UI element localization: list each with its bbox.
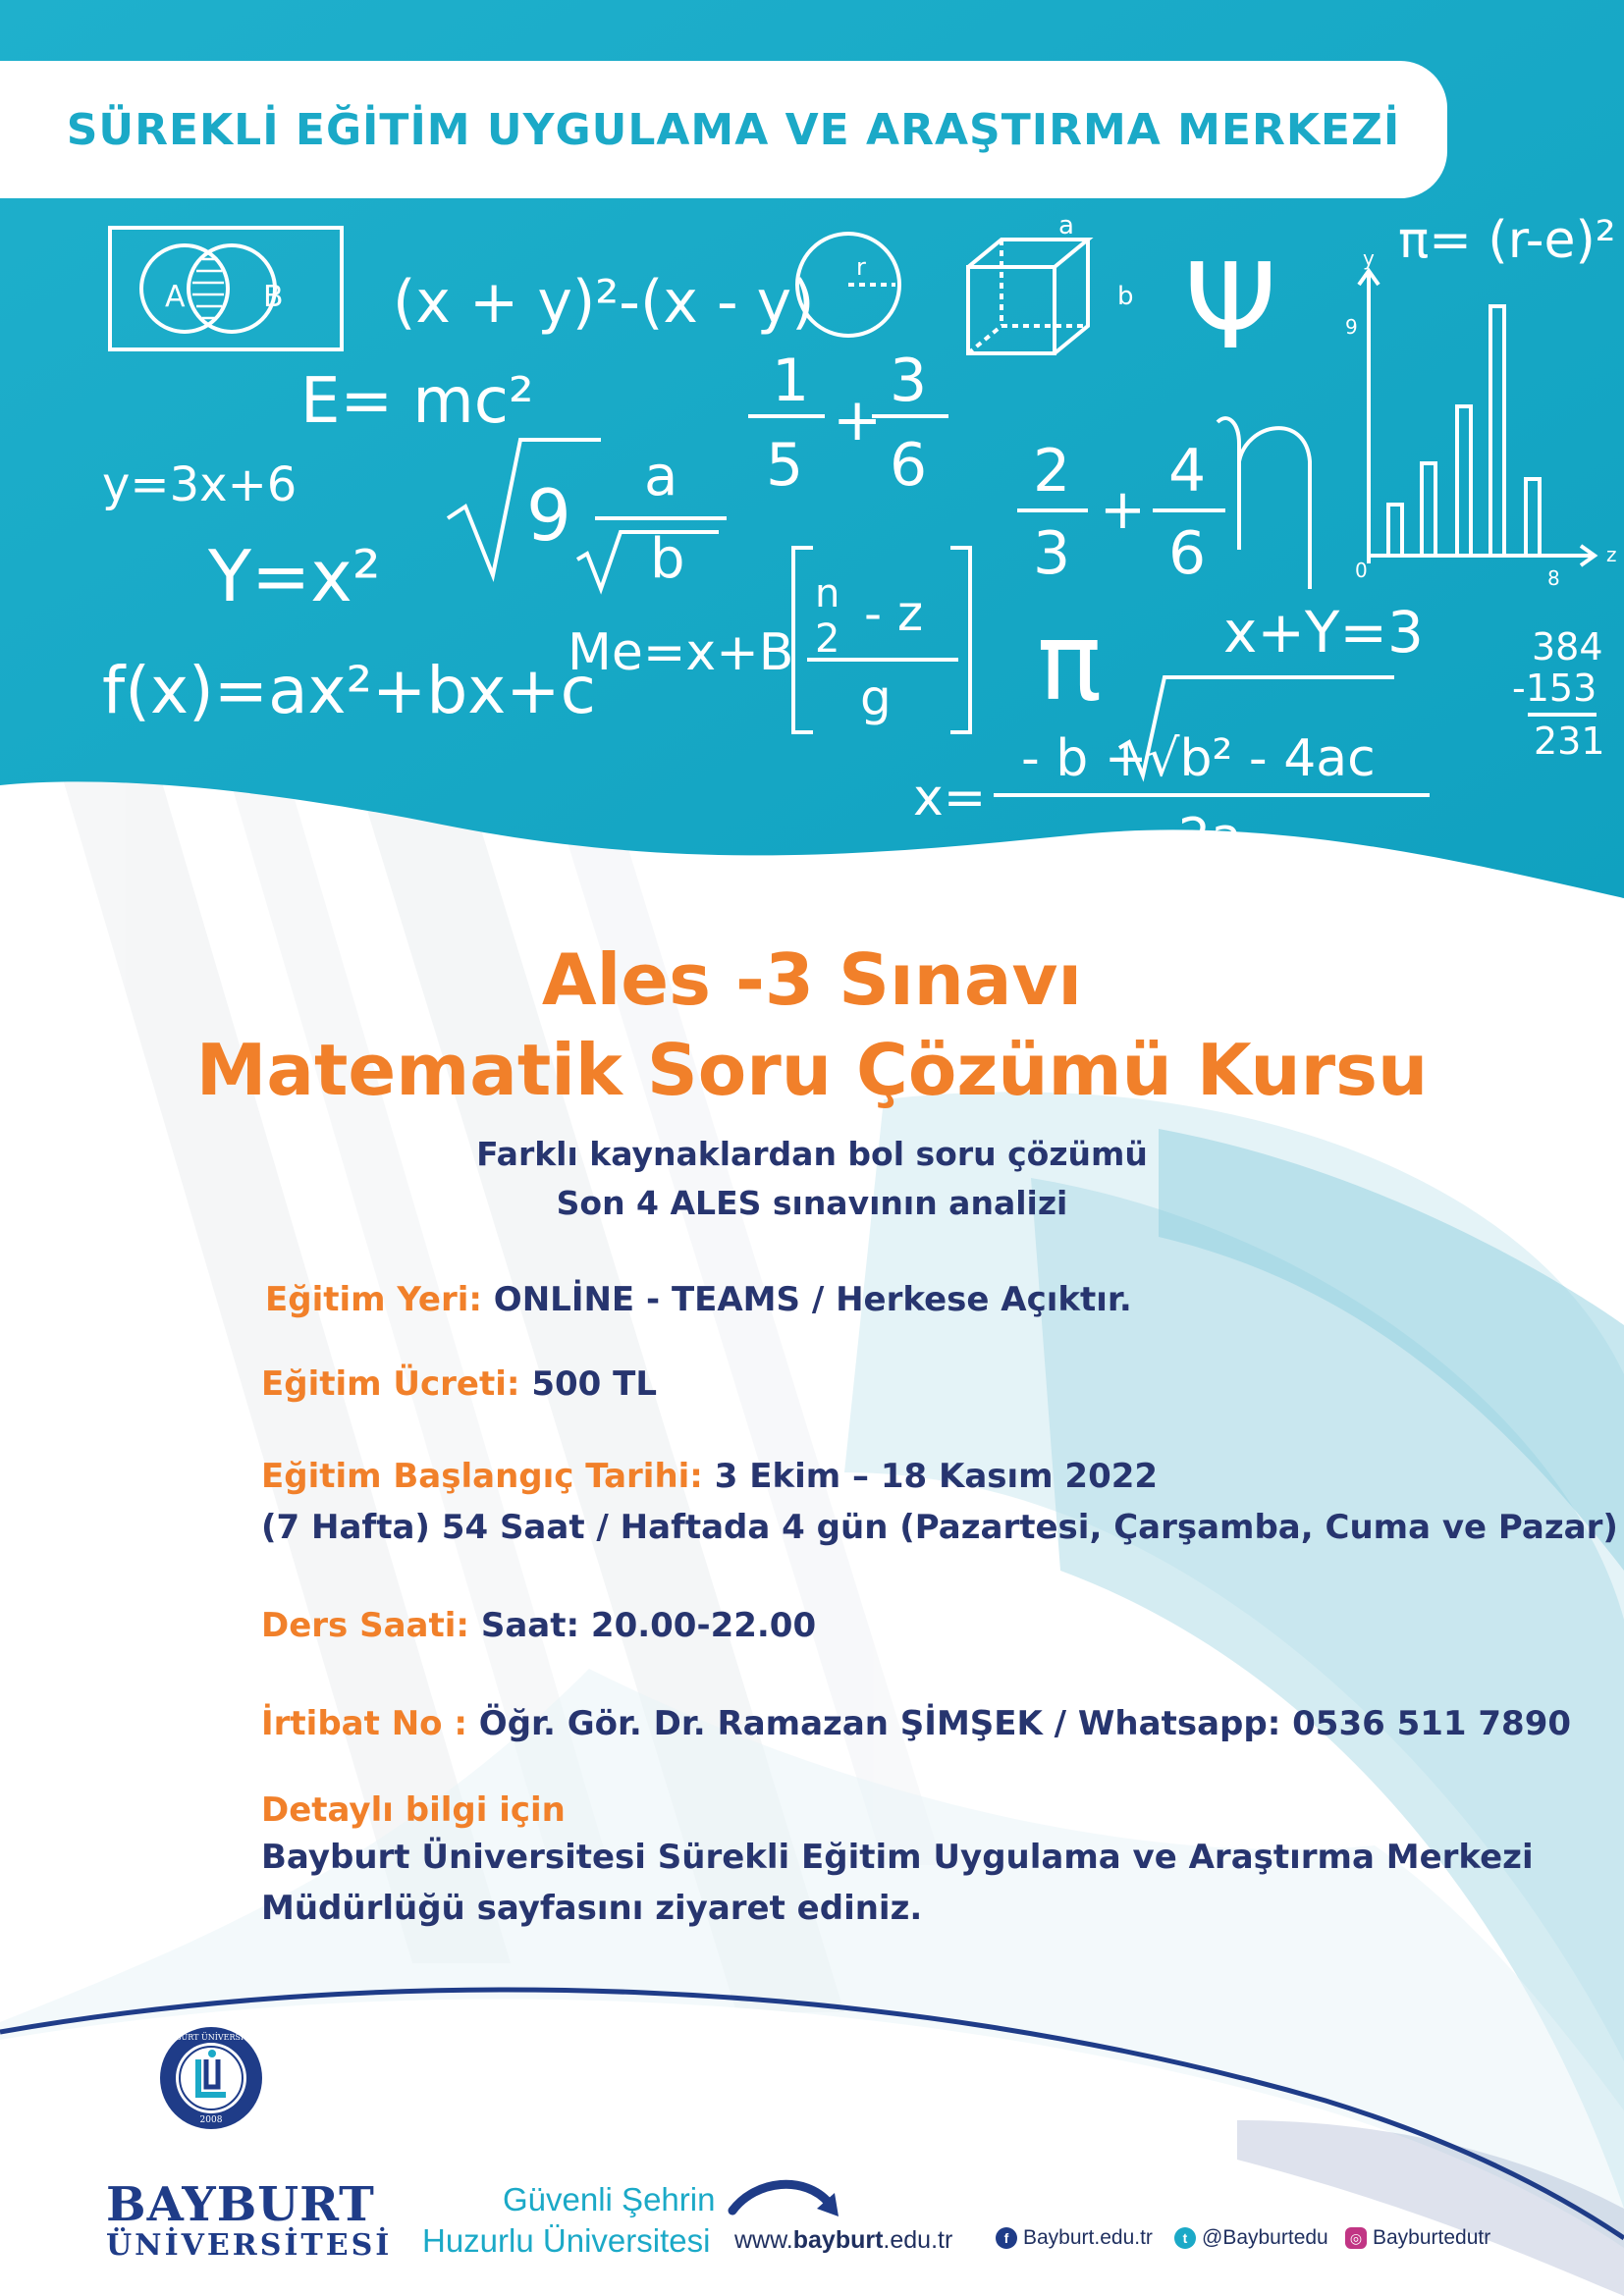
fraction-1-num: 1: [772, 347, 810, 415]
plus-sign: +: [833, 386, 883, 454]
axis-8-label: 8: [1547, 566, 1560, 590]
sqrt-9-value: 9: [526, 474, 571, 557]
fraction-4-num: 4: [1168, 437, 1207, 506]
university-seal-logo: [157, 2024, 265, 2132]
formula-identity: (x + y)²-(x - y): [393, 268, 815, 337]
social-twitter[interactable]: [1174, 2226, 1328, 2250]
cube-label-b: b: [1117, 282, 1134, 311]
axis-9-label: 9: [1345, 315, 1358, 339]
info-start-label: Eğitim Başlangıç Tarihi:: [261, 1457, 703, 1496]
website-link[interactable]: [734, 2226, 952, 2255]
venn-label-a: A: [165, 280, 186, 314]
instagram-icon: ◎: [1345, 2227, 1367, 2249]
course-subtitle-line2: Son 4 ALES sınavının analizi: [556, 1184, 1068, 1222]
formula-linear: y=3x+6: [102, 457, 298, 512]
info-hour-value: Saat: 20.00-22.00: [469, 1606, 817, 1645]
subtraction-middle: -153: [1512, 667, 1597, 710]
social-facebook[interactable]: [996, 2226, 1153, 2250]
axis-0-label: 0: [1355, 559, 1368, 582]
axis-y-label: y: [1363, 246, 1375, 270]
website-bold: bayburt: [792, 2226, 884, 2254]
info-more-line1: Bayburt Üniversitesi Sürekli Eğitim Uygulama ve Araştırma Merkezi: [261, 1838, 1534, 1877]
info-contact-value: Öğr. Gör. Dr. Ramazan ŞİMŞEK / Whatsapp: 0536 511 7890: [466, 1704, 1572, 1743]
info-fee-value: 500 TL: [519, 1364, 657, 1404]
info-fee: [261, 1364, 657, 1404]
facebook-icon: f: [996, 2227, 1017, 2249]
course-subtitle-line1: Farklı kaynaklardan bol soru çözümü: [476, 1135, 1148, 1173]
logo-year: 2008: [199, 2115, 223, 2125]
formula-quadratic-x: x=: [913, 769, 987, 828]
subtraction-result: 231: [1534, 720, 1605, 763]
fraction-4-den: 6: [1168, 519, 1207, 588]
info-place-value: ONLİNE - TEAMS / Herkese Açıktır.: [481, 1280, 1132, 1319]
formula-psi: Ψ: [1184, 240, 1277, 376]
info-place: [265, 1280, 1132, 1319]
website-suffix: .edu.tr: [883, 2226, 953, 2254]
plus-sign-2: +: [1100, 478, 1146, 542]
formula-pi-symbol: π: [1037, 599, 1103, 724]
slogan-line2: Huzurlu Üniversitesi: [422, 2222, 711, 2259]
math-formulas-illustration: [0, 196, 1624, 883]
instagram-handle: Bayburtedutr: [1373, 2226, 1491, 2249]
info-more-line2: Müdürlüğü sayfasını ziyaret ediniz.: [261, 1889, 923, 1928]
fraction-a-num: a: [644, 445, 678, 508]
subtraction-top: 384: [1532, 625, 1603, 668]
axis-z-label: z: [1606, 543, 1617, 566]
formula-xy3: x+Y=3: [1223, 599, 1424, 666]
formula-quadratic-numerator: - b +√b² - 4ac: [1021, 729, 1376, 788]
university-name-line2: ÜNİVERSİTESİ: [106, 2228, 393, 2263]
info-hour-label: Ders Saati:: [261, 1606, 470, 1645]
formula-pi: π= (r-e)²: [1398, 211, 1616, 270]
course-title-line1: Ales -3 Sınavı: [541, 938, 1083, 1021]
header-title: SÜREKLİ EĞİTİM UYGULAMA VE ARAŞTIRMA MERKEZİ: [66, 104, 1401, 155]
formula-y-x2: Y=x²: [208, 535, 381, 617]
fraction-sqrt-b: b: [650, 527, 685, 591]
venn-label-b: B: [263, 280, 284, 314]
slogan-line1: Güvenli Şehrin: [503, 2181, 716, 2217]
info-more-label-text: Detaylı bilgi için: [261, 1790, 566, 1830]
info-hour: [261, 1606, 816, 1645]
social-instagram[interactable]: [1345, 2226, 1490, 2250]
website-prefix: www.: [734, 2226, 793, 2254]
info-start-date: [261, 1457, 1158, 1496]
formula-quadratic-fx: f(x)=ax²+bx+c: [102, 653, 596, 728]
fraction-3-den: 3: [1033, 519, 1071, 588]
formula-quadratic-denominator: 2a: [1178, 808, 1242, 867]
matrix-2: 2: [815, 616, 840, 662]
matrix-n: n: [815, 571, 840, 616]
course-title-line2: Matematik Soru Çözümü Kursu: [195, 1029, 1429, 1111]
fraction-2-num: 3: [890, 347, 928, 415]
info-start-value: 3 Ekim – 18 Kasım 2022: [702, 1457, 1159, 1496]
formula-emc: E= mc²: [300, 365, 534, 438]
fraction-2-den: 6: [890, 431, 928, 500]
twitter-handle: @Bayburtedu: [1202, 2226, 1328, 2249]
fraction-1-den: 5: [766, 431, 804, 500]
info-more-label: [261, 1790, 566, 1830]
info-fee-label: Eğitim Ücreti:: [261, 1364, 520, 1404]
facebook-handle: Bayburt.edu.tr: [1023, 2226, 1153, 2249]
formula-median: Me=x+B: [568, 623, 794, 682]
info-place-label: Eğitim Yeri:: [265, 1280, 482, 1319]
university-name-line1: BAYBURT: [106, 2177, 375, 2232]
circle-radius-label: r: [856, 253, 866, 281]
matrix-g: g: [860, 669, 892, 726]
logo-ring-text: BAYBURT ÜNİVERSİTESİ: [159, 2033, 263, 2042]
cube-label-a: a: [1058, 211, 1074, 240]
slogan-arrow-icon: [727, 2169, 844, 2228]
info-contact: [261, 1704, 1571, 1743]
info-contact-label: İrtibat No :: [261, 1704, 467, 1743]
twitter-icon: t: [1174, 2227, 1196, 2249]
info-schedule: (7 Hafta) 54 Saat / Haftada 4 gün (Pazartesi, Çarşamba, Cuma ve Pazar): [261, 1508, 1618, 1547]
fraction-3-num: 2: [1033, 437, 1071, 506]
matrix-z: - z: [864, 585, 924, 642]
